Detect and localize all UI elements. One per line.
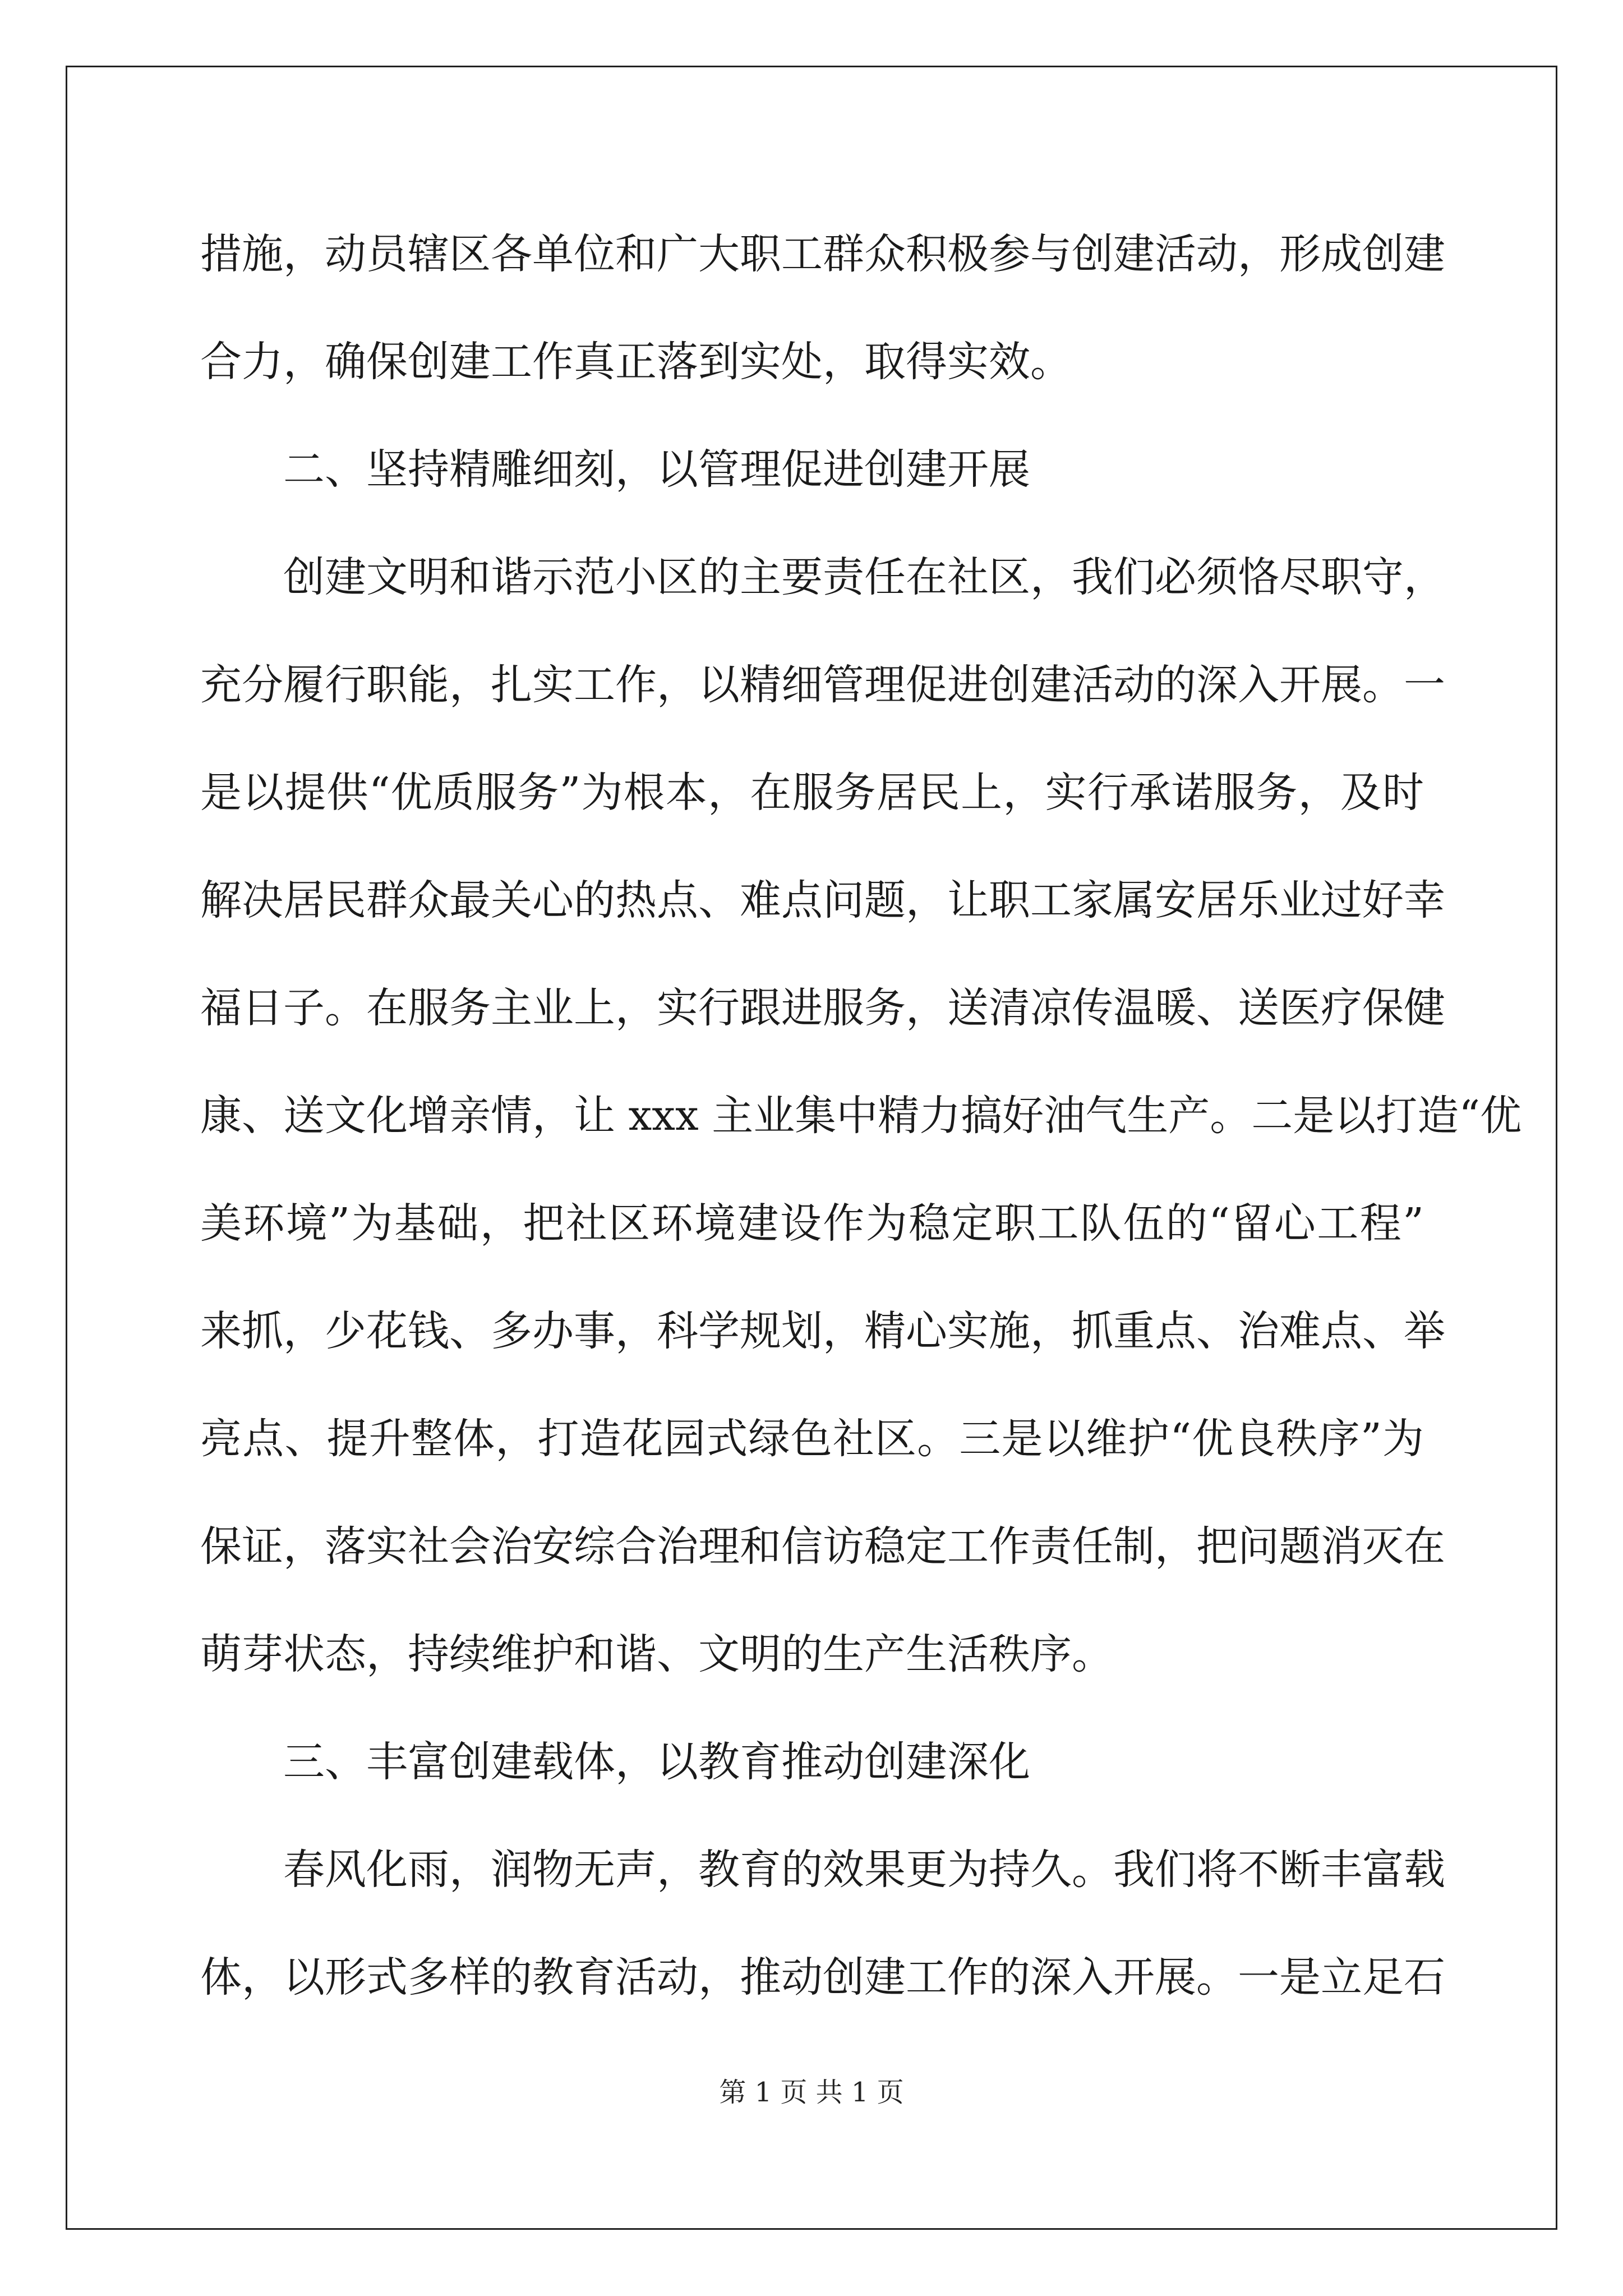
body-line: 福日子。在服务主业上，实行跟进服务，送清凉传温暖、送医疗保健 — [200, 984, 1445, 1032]
body-line: 保证，落实社会治安综合治理和信访稳定工作责任制，把问题消灭在 — [200, 1522, 1445, 1571]
body-line: 充分履行职能，扎实工作，以精细管理促进创建活动的深入开展。一 — [200, 661, 1445, 709]
body-line: 萌芽状态，持续维护和谐、文明的生产生活秩序。 — [200, 1630, 1113, 1678]
body-line: 措施，动员辖区各单位和广大职工群众积极参与创建活动，形成创建 — [200, 230, 1445, 278]
body-line: 体，以形式多样的教育活动，推动创建工作的深入开展。一是立足石 — [200, 1953, 1445, 2001]
paragraph-start-line: 春风化雨，润物无声，教育的效果更为持久。我们将不断丰富载 — [283, 1846, 1445, 1894]
body-line: 是以提供“优质服务”为根本，在服务居民上，实行承诺服务，及时 — [200, 769, 1424, 817]
section-heading: 二、坚持精雕细刻，以管理促进创建开展 — [283, 445, 1030, 494]
body-line: 合力，确保创建工作真正落到实处，取得实效。 — [200, 338, 1072, 386]
body-line: 亮点、提升整体，打造花园式绿色社区。三是以维护“优良秩序”为 — [200, 1415, 1424, 1463]
body-line: 康、送文化增亲情，让 xxx 主业集中精力搞好油气生产。二是以打造“优 — [200, 1092, 1522, 1140]
document-body — [200, 210, 1522, 2041]
paragraph-start-line: 创建文明和谐示范小区的主要责任在社区，我们必须恪尽职守， — [283, 553, 1445, 601]
body-line: 美环境”为基础，把社区环境建设作为稳定职工队伍的“留心工程” — [200, 1199, 1424, 1248]
section-heading: 三、丰富创建载体，以教育推动创建深化 — [283, 1738, 1030, 1786]
body-line: 来抓，少花钱、多办事，科学规划，精心实施，抓重点、治难点、举 — [200, 1307, 1445, 1355]
page-number-footer: 第 1 页 共 1 页 — [719, 2077, 904, 2108]
body-line: 解决居民群众最关心的热点、难点问题，让职工家属安居乐业过好幸 — [200, 876, 1445, 924]
